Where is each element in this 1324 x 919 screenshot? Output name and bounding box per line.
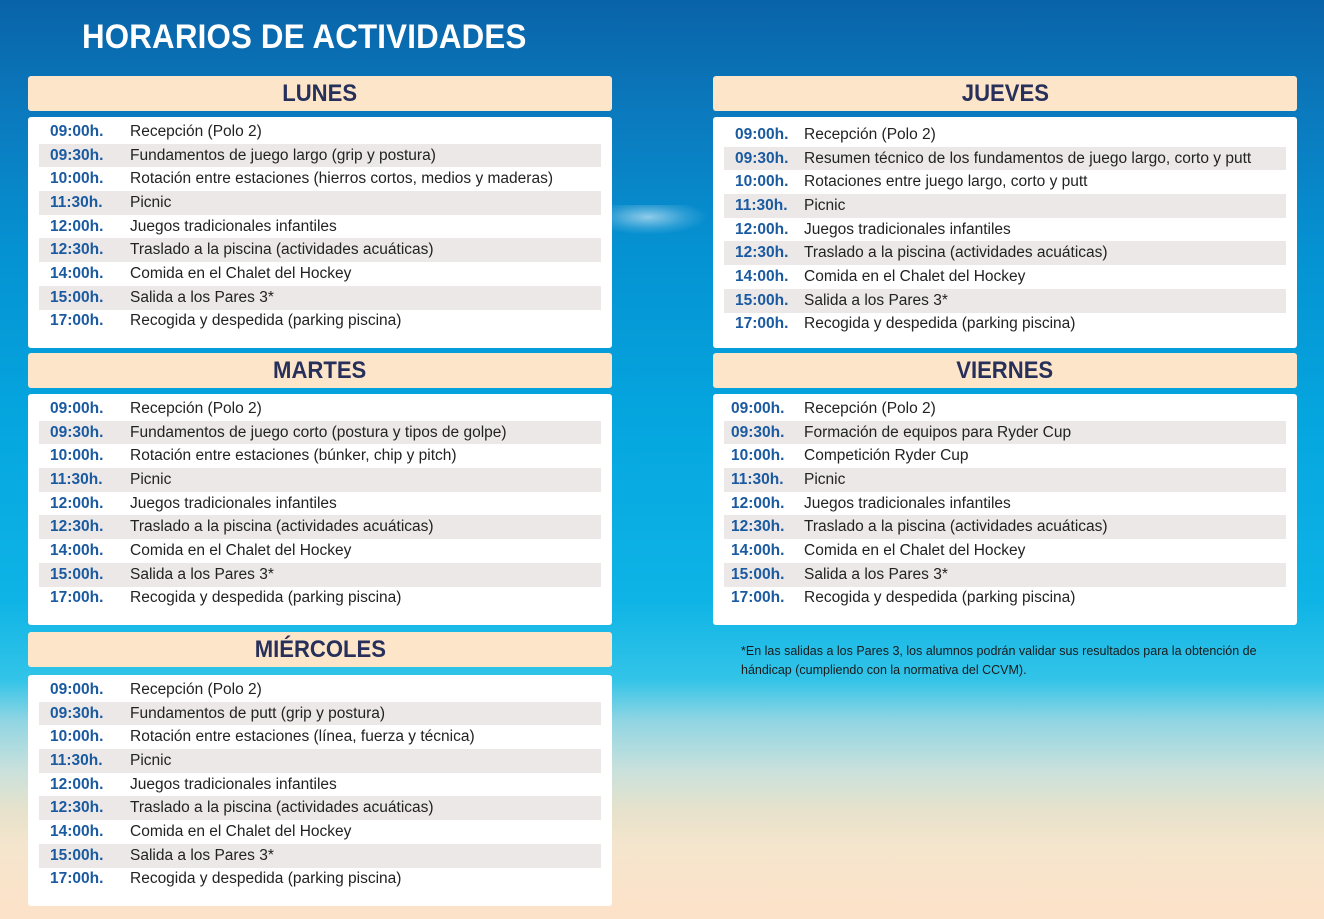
- day-name: JUEVES: [961, 80, 1049, 107]
- schedule-row: [39, 587, 601, 611]
- row-time: 17:00h.: [50, 870, 104, 888]
- day-name: MIÉRCOLES: [254, 636, 386, 663]
- schedule-row: [724, 587, 1286, 611]
- schedule-row: [39, 120, 601, 144]
- row-activity: Fundamentos de juego corto (postura y tipos de golpe): [130, 423, 507, 441]
- schedule-row: [724, 397, 1286, 421]
- row-time: 12:00h.: [735, 220, 789, 238]
- schedule-row: [39, 678, 601, 702]
- row-activity: Fundamentos de putt (grip y postura): [130, 704, 386, 722]
- row-activity: Salida a los Pares 3*: [804, 291, 948, 309]
- row-activity: Picnic: [130, 193, 172, 211]
- schedule-row: [724, 468, 1286, 492]
- row-time: 11:30h.: [50, 193, 103, 211]
- row-time: 12:30h.: [50, 241, 104, 259]
- schedule-row: [724, 444, 1286, 468]
- day-name: MARTES: [273, 357, 367, 384]
- row-activity: Recogida y despedida (parking piscina): [130, 312, 402, 330]
- schedule-row: [724, 492, 1286, 516]
- row-activity: Fundamentos de juego largo (grip y postura): [130, 146, 436, 164]
- schedule-row: [39, 310, 601, 334]
- row-time: 10:00h.: [50, 170, 104, 188]
- row-time: 10:00h.: [50, 728, 104, 746]
- row-activity: Salida a los Pares 3*: [804, 565, 948, 583]
- row-activity: Traslado a la piscina (actividades acuáticas): [804, 244, 1108, 262]
- row-time: 09:00h.: [50, 122, 104, 140]
- row-time: 10:00h.: [731, 447, 785, 465]
- row-time: 14:00h.: [50, 541, 104, 559]
- schedule-list: [28, 675, 612, 906]
- row-activity: Rotación entre estaciones (búnker, chip y pitch): [130, 447, 457, 465]
- schedule-row: [724, 539, 1286, 563]
- row-activity: Competición Ryder Cup: [804, 447, 969, 465]
- row-time: 17:00h.: [50, 312, 104, 330]
- row-time: 09:30h.: [50, 146, 104, 164]
- day-header: [28, 76, 612, 111]
- row-activity: Comida en el Chalet del Hockey: [130, 822, 352, 840]
- row-time: 15:00h.: [50, 565, 104, 583]
- row-activity: Comida en el Chalet del Hockey: [130, 541, 352, 559]
- row-time: 12:30h.: [735, 244, 789, 262]
- page-title: HORARIOS DE ACTIVIDADES: [82, 18, 527, 56]
- day-name: VIERNES: [956, 357, 1054, 384]
- row-time: 09:30h.: [735, 149, 789, 167]
- row-time: 09:00h.: [50, 680, 104, 698]
- row-activity: Recepción (Polo 2): [130, 399, 262, 417]
- row-activity: Traslado a la piscina (actividades acuáticas): [130, 518, 434, 536]
- row-time: 12:30h.: [731, 518, 785, 536]
- row-time: 17:00h.: [735, 315, 789, 333]
- row-activity: Recepción (Polo 2): [804, 399, 936, 417]
- schedule-row: [39, 539, 601, 563]
- row-time: 09:30h.: [50, 704, 104, 722]
- schedule-row: [724, 515, 1286, 539]
- row-time: 14:00h.: [50, 822, 104, 840]
- row-time: 12:00h.: [50, 494, 104, 512]
- row-activity: Rotaciones entre juego largo, corto y putt: [804, 173, 1088, 191]
- row-time: 14:00h.: [731, 541, 785, 559]
- footnote: *En las salidas a los Pares 3, los alumnos podrán validar sus resultados para la obtención de hándicap (cumpliendo con la normativa del CCVM).: [741, 644, 1257, 677]
- day-section-martes: [28, 353, 612, 625]
- row-time: 10:00h.: [735, 173, 789, 191]
- row-activity: Formación de equipos para Ryder Cup: [804, 423, 1072, 441]
- schedule-row: [724, 313, 1286, 337]
- day-header: [28, 632, 612, 667]
- row-time: 11:30h.: [50, 470, 103, 488]
- schedule-row: [724, 218, 1286, 242]
- schedule-row: [39, 444, 601, 468]
- row-activity: Comida en el Chalet del Hockey: [804, 541, 1026, 559]
- row-activity: Picnic: [130, 751, 172, 769]
- row-time: 09:00h.: [50, 399, 104, 417]
- schedule-row: [39, 492, 601, 516]
- schedule-list: [28, 394, 612, 625]
- row-activity: Recogida y despedida (parking piscina): [804, 589, 1076, 607]
- row-activity: Juegos tradicionales infantiles: [804, 494, 1011, 512]
- row-activity: Picnic: [130, 470, 172, 488]
- day-section-lunes: [28, 76, 612, 348]
- row-activity: Juegos tradicionales infantiles: [130, 217, 337, 235]
- day-name: LUNES: [282, 80, 358, 107]
- schedule-row: [39, 191, 601, 215]
- schedule-row: [724, 241, 1286, 265]
- row-activity: Recogida y despedida (parking piscina): [130, 870, 402, 888]
- row-activity: Comida en el Chalet del Hockey: [804, 267, 1026, 285]
- row-time: 12:30h.: [50, 799, 104, 817]
- row-activity: Comida en el Chalet del Hockey: [130, 264, 352, 282]
- row-time: 15:00h.: [50, 846, 104, 864]
- day-header: [713, 353, 1297, 388]
- schedule-list: [713, 117, 1297, 348]
- row-time: 14:00h.: [50, 264, 104, 282]
- row-activity: Juegos tradicionales infantiles: [804, 220, 1011, 238]
- schedule-row: [724, 421, 1286, 445]
- row-activity: Rotación entre estaciones (hierros cortos, medios y maderas): [130, 170, 553, 188]
- row-activity: Rotación entre estaciones (línea, fuerza y técnica): [130, 728, 475, 746]
- schedule-row: [39, 820, 601, 844]
- schedule-list: [713, 394, 1297, 625]
- row-time: 12:00h.: [731, 494, 785, 512]
- row-time: 17:00h.: [50, 589, 104, 607]
- row-time: 11:30h.: [735, 196, 788, 214]
- schedule-row: [724, 563, 1286, 587]
- schedule-row: [39, 167, 601, 191]
- row-time: 10:00h.: [50, 447, 104, 465]
- schedule-row: [39, 286, 601, 310]
- row-time: 09:30h.: [50, 423, 104, 441]
- row-time: 15:00h.: [731, 565, 785, 583]
- schedule-row: [39, 144, 601, 168]
- row-activity: Salida a los Pares 3*: [130, 565, 274, 583]
- schedule-list: [28, 117, 612, 348]
- schedule-row: [39, 262, 601, 286]
- schedule-row: [724, 147, 1286, 171]
- schedule-row: [39, 725, 601, 749]
- row-time: 12:30h.: [50, 518, 104, 536]
- day-section-jueves: [713, 76, 1297, 348]
- schedule-row: [39, 468, 601, 492]
- background-cloud: [608, 205, 708, 235]
- row-activity: Recogida y despedida (parking piscina): [804, 315, 1076, 333]
- row-activity: Picnic: [804, 470, 846, 488]
- row-activity: Juegos tradicionales infantiles: [130, 775, 337, 793]
- row-activity: Recepción (Polo 2): [130, 122, 262, 140]
- row-activity: Recepción (Polo 2): [130, 680, 262, 698]
- schedule-row: [724, 170, 1286, 194]
- row-time: 09:00h.: [735, 125, 789, 143]
- schedule-row: [39, 238, 601, 262]
- row-activity: Salida a los Pares 3*: [130, 288, 274, 306]
- row-activity: Picnic: [804, 196, 846, 214]
- row-time: 11:30h.: [50, 751, 103, 769]
- schedule-row: [724, 289, 1286, 313]
- row-activity: Traslado a la piscina (actividades acuáticas): [130, 799, 434, 817]
- schedule-row: [39, 702, 601, 726]
- row-time: 11:30h.: [731, 470, 784, 488]
- day-section-miercoles: [28, 632, 612, 906]
- schedule-row: [724, 265, 1286, 289]
- schedule-row: [724, 194, 1286, 218]
- schedule-row: [39, 844, 601, 868]
- schedule-row: [39, 749, 601, 773]
- day-header: [713, 76, 1297, 111]
- row-time: 12:00h.: [50, 775, 104, 793]
- row-time: 09:00h.: [731, 399, 785, 417]
- row-activity: Recepción (Polo 2): [804, 125, 936, 143]
- schedule-row: [39, 796, 601, 820]
- schedule-row: [39, 397, 601, 421]
- row-time: 15:00h.: [50, 288, 104, 306]
- row-time: 14:00h.: [735, 267, 789, 285]
- schedule-row: [39, 421, 601, 445]
- row-activity: Traslado a la piscina (actividades acuáticas): [130, 241, 434, 259]
- schedule-row: [39, 868, 601, 892]
- row-activity: Recogida y despedida (parking piscina): [130, 589, 402, 607]
- schedule-row: [39, 773, 601, 797]
- row-activity: Juegos tradicionales infantiles: [130, 494, 337, 512]
- day-header: [28, 353, 612, 388]
- row-time: 17:00h.: [731, 589, 785, 607]
- schedule-row: [39, 515, 601, 539]
- day-section-viernes: [713, 353, 1297, 625]
- schedule-row: [39, 215, 601, 239]
- row-time: 09:30h.: [731, 423, 785, 441]
- row-time: 15:00h.: [735, 291, 789, 309]
- schedule-row: [724, 123, 1286, 147]
- row-activity: Resumen técnico de los fundamentos de juego largo, corto y putt: [804, 149, 1252, 167]
- row-activity: Salida a los Pares 3*: [130, 846, 274, 864]
- row-time: 12:00h.: [50, 217, 104, 235]
- row-activity: Traslado a la piscina (actividades acuáticas): [804, 518, 1108, 536]
- schedule-row: [39, 563, 601, 587]
